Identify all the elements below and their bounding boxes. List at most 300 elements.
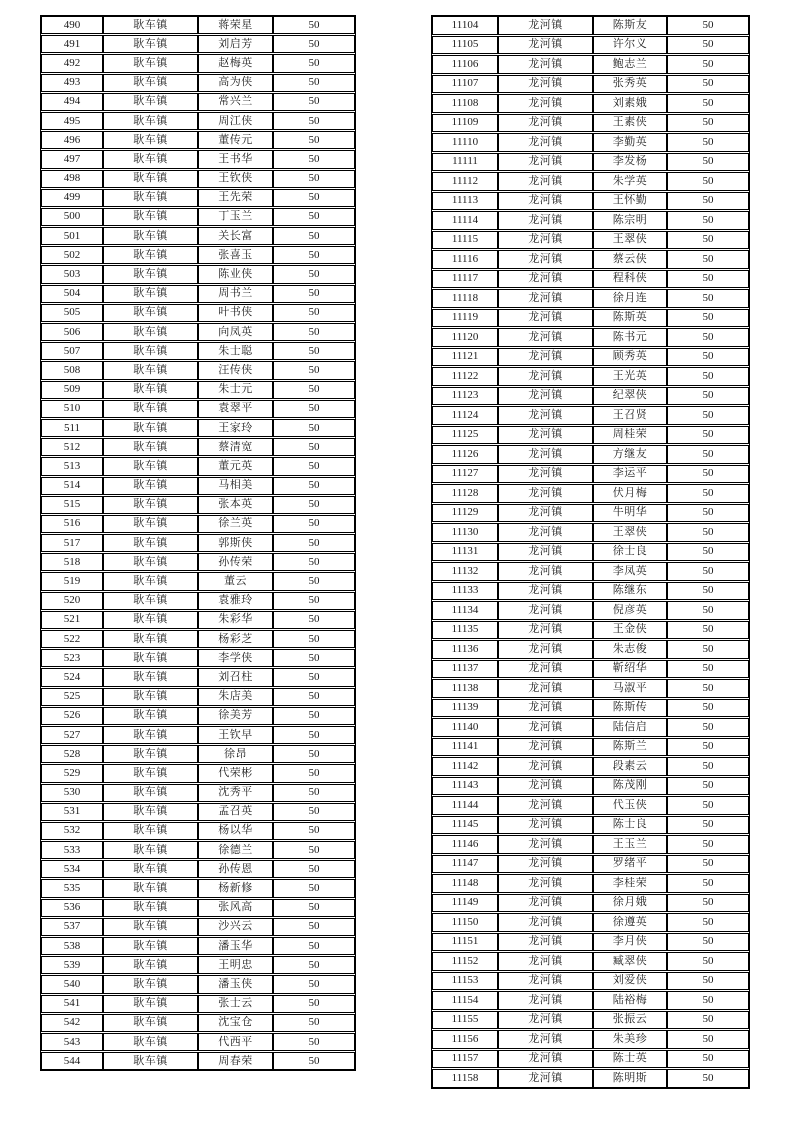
row-town-cell: 龙河镇 xyxy=(498,874,593,893)
row-id-cell: 11157 xyxy=(432,1050,498,1069)
row-id-cell: 523 xyxy=(41,649,103,667)
row-town-cell: 龙河镇 xyxy=(498,172,593,191)
row-town-cell: 耿车镇 xyxy=(103,592,198,610)
row-id-cell: 11138 xyxy=(432,679,498,698)
row-id-cell: 539 xyxy=(41,956,103,974)
row-name-cell: 陈斯英 xyxy=(593,309,667,328)
row-value-cell: 50 xyxy=(667,738,749,757)
table-row xyxy=(41,112,355,130)
table-row xyxy=(432,16,749,35)
table-row xyxy=(432,562,749,581)
row-name-cell: 倪彦英 xyxy=(593,601,667,620)
row-name-cell: 代玉侠 xyxy=(593,796,667,815)
table-row xyxy=(41,841,355,859)
row-name-cell: 汪传侠 xyxy=(198,361,273,379)
row-value-cell: 50 xyxy=(273,707,355,725)
row-town-cell: 龙河镇 xyxy=(498,972,593,991)
row-town-cell: 龙河镇 xyxy=(498,309,593,328)
table-row xyxy=(432,484,749,503)
table-row xyxy=(432,55,749,74)
row-id-cell: 493 xyxy=(41,74,103,92)
row-name-cell: 刘召柱 xyxy=(198,668,273,686)
table-row xyxy=(432,835,749,854)
row-town-cell: 龙河镇 xyxy=(498,387,593,406)
table-row xyxy=(432,504,749,523)
row-value-cell: 50 xyxy=(667,1050,749,1069)
row-name-cell: 徐德兰 xyxy=(198,841,273,859)
row-town-cell: 耿车镇 xyxy=(103,918,198,936)
row-name-cell: 陈书元 xyxy=(593,328,667,347)
row-id-cell: 11139 xyxy=(432,699,498,718)
roster-table-left xyxy=(40,15,356,1071)
row-id-cell: 11144 xyxy=(432,796,498,815)
row-value-cell: 50 xyxy=(667,367,749,386)
row-name-cell: 马相美 xyxy=(198,477,273,495)
table-row xyxy=(41,131,355,149)
table-row xyxy=(41,16,355,34)
row-name-cell: 孟召英 xyxy=(198,803,273,821)
row-id-cell: 541 xyxy=(41,995,103,1013)
row-town-cell: 耿车镇 xyxy=(103,381,198,399)
table-row xyxy=(432,777,749,796)
row-name-cell: 陈茂刚 xyxy=(593,777,667,796)
row-town-cell: 耿车镇 xyxy=(103,54,198,72)
row-id-cell: 490 xyxy=(41,16,103,34)
row-name-cell: 张秀英 xyxy=(593,75,667,94)
row-id-cell: 11158 xyxy=(432,1069,498,1088)
row-town-cell: 耿车镇 xyxy=(103,35,198,53)
row-town-cell: 龙河镇 xyxy=(498,640,593,659)
row-name-cell: 王书华 xyxy=(198,150,273,168)
table-row xyxy=(432,738,749,757)
table-row xyxy=(41,35,355,53)
row-id-cell: 506 xyxy=(41,323,103,341)
row-id-cell: 535 xyxy=(41,879,103,897)
row-town-cell: 耿车镇 xyxy=(103,572,198,590)
row-id-cell: 533 xyxy=(41,841,103,859)
table-row xyxy=(41,918,355,936)
row-town-cell: 龙河镇 xyxy=(498,231,593,250)
row-name-cell: 丁玉兰 xyxy=(198,208,273,226)
row-town-cell: 耿车镇 xyxy=(103,227,198,245)
row-value-cell: 50 xyxy=(667,270,749,289)
row-value-cell: 50 xyxy=(667,640,749,659)
row-town-cell: 耿车镇 xyxy=(103,879,198,897)
row-id-cell: 531 xyxy=(41,803,103,821)
table-row xyxy=(432,192,749,211)
row-name-cell: 王钦侠 xyxy=(198,170,273,188)
row-name-cell: 陈士良 xyxy=(593,816,667,835)
row-value-cell: 50 xyxy=(273,361,355,379)
row-town-cell: 耿车镇 xyxy=(103,534,198,552)
row-id-cell: 518 xyxy=(41,553,103,571)
row-town-cell: 耿车镇 xyxy=(103,899,198,917)
row-name-cell: 牛明华 xyxy=(593,504,667,523)
row-value-cell: 50 xyxy=(273,150,355,168)
row-value-cell: 50 xyxy=(667,757,749,776)
row-value-cell: 50 xyxy=(667,36,749,55)
table-row xyxy=(432,309,749,328)
row-town-cell: 龙河镇 xyxy=(498,114,593,133)
row-value-cell: 50 xyxy=(667,484,749,503)
row-id-cell: 11135 xyxy=(432,621,498,640)
table-row xyxy=(432,270,749,289)
row-id-cell: 526 xyxy=(41,707,103,725)
row-id-cell: 11108 xyxy=(432,94,498,113)
row-id-cell: 11133 xyxy=(432,582,498,601)
row-value-cell: 50 xyxy=(667,796,749,815)
row-town-cell: 耿车镇 xyxy=(103,553,198,571)
table-row xyxy=(41,438,355,456)
row-id-cell: 11150 xyxy=(432,913,498,932)
row-town-cell: 耿车镇 xyxy=(103,1014,198,1032)
row-town-cell: 耿车镇 xyxy=(103,150,198,168)
row-town-cell: 龙河镇 xyxy=(498,777,593,796)
row-town-cell: 龙河镇 xyxy=(498,465,593,484)
table-row xyxy=(432,601,749,620)
row-name-cell: 周书兰 xyxy=(198,285,273,303)
row-id-cell: 525 xyxy=(41,688,103,706)
row-id-cell: 537 xyxy=(41,918,103,936)
row-id-cell: 11151 xyxy=(432,933,498,952)
table-row xyxy=(432,679,749,698)
row-town-cell: 耿车镇 xyxy=(103,995,198,1013)
row-value-cell: 50 xyxy=(667,211,749,230)
table-row xyxy=(41,860,355,878)
row-name-cell: 向凤英 xyxy=(198,323,273,341)
row-value-cell: 50 xyxy=(273,74,355,92)
row-value-cell: 50 xyxy=(273,457,355,475)
table-row xyxy=(41,477,355,495)
row-id-cell: 11125 xyxy=(432,426,498,445)
row-id-cell: 11114 xyxy=(432,211,498,230)
row-name-cell: 刘爱侠 xyxy=(593,972,667,991)
table-row xyxy=(41,208,355,226)
row-value-cell: 50 xyxy=(667,94,749,113)
row-town-cell: 耿车镇 xyxy=(103,285,198,303)
row-id-cell: 11106 xyxy=(432,55,498,74)
row-id-cell: 11137 xyxy=(432,660,498,679)
table-row xyxy=(432,231,749,250)
row-value-cell: 50 xyxy=(667,913,749,932)
row-name-cell: 董元英 xyxy=(198,457,273,475)
row-town-cell: 龙河镇 xyxy=(498,894,593,913)
row-id-cell: 11113 xyxy=(432,192,498,211)
row-value-cell: 50 xyxy=(667,16,749,35)
row-value-cell: 50 xyxy=(273,35,355,53)
row-id-cell: 11148 xyxy=(432,874,498,893)
row-town-cell: 耿车镇 xyxy=(103,649,198,667)
row-town-cell: 耿车镇 xyxy=(103,131,198,149)
row-town-cell: 龙河镇 xyxy=(498,348,593,367)
row-value-cell: 50 xyxy=(273,592,355,610)
row-id-cell: 510 xyxy=(41,400,103,418)
row-id-cell: 501 xyxy=(41,227,103,245)
row-id-cell: 11146 xyxy=(432,835,498,854)
row-value-cell: 50 xyxy=(273,553,355,571)
row-name-cell: 罗绪平 xyxy=(593,855,667,874)
row-value-cell: 50 xyxy=(273,630,355,648)
row-value-cell: 50 xyxy=(273,400,355,418)
row-value-cell: 50 xyxy=(273,54,355,72)
row-value-cell: 50 xyxy=(273,1014,355,1032)
row-town-cell: 耿车镇 xyxy=(103,975,198,993)
row-id-cell: 11129 xyxy=(432,504,498,523)
table-row xyxy=(432,1030,749,1049)
row-town-cell: 耿车镇 xyxy=(103,400,198,418)
row-id-cell: 504 xyxy=(41,285,103,303)
row-value-cell: 50 xyxy=(273,477,355,495)
row-id-cell: 11142 xyxy=(432,757,498,776)
row-id-cell: 11131 xyxy=(432,543,498,562)
row-id-cell: 530 xyxy=(41,784,103,802)
row-id-cell: 11127 xyxy=(432,465,498,484)
row-value-cell: 50 xyxy=(667,328,749,347)
row-value-cell: 50 xyxy=(273,419,355,437)
row-value-cell: 50 xyxy=(273,956,355,974)
row-town-cell: 龙河镇 xyxy=(498,426,593,445)
row-value-cell: 50 xyxy=(273,1033,355,1051)
row-name-cell: 蔡云侠 xyxy=(593,250,667,269)
row-value-cell: 50 xyxy=(273,131,355,149)
row-value-cell: 50 xyxy=(667,543,749,562)
table-row xyxy=(41,74,355,92)
table-row xyxy=(41,803,355,821)
row-value-cell: 50 xyxy=(667,699,749,718)
table-row xyxy=(432,211,749,230)
row-id-cell: 11128 xyxy=(432,484,498,503)
table-row xyxy=(41,304,355,322)
row-value-cell: 50 xyxy=(667,952,749,971)
table-row xyxy=(41,592,355,610)
row-value-cell: 50 xyxy=(273,611,355,629)
row-value-cell: 50 xyxy=(667,660,749,679)
row-name-cell: 陈士英 xyxy=(593,1050,667,1069)
row-value-cell: 50 xyxy=(667,679,749,698)
row-id-cell: 11123 xyxy=(432,387,498,406)
row-name-cell: 杨新修 xyxy=(198,879,273,897)
row-id-cell: 498 xyxy=(41,170,103,188)
row-id-cell: 538 xyxy=(41,937,103,955)
row-value-cell: 50 xyxy=(273,995,355,1013)
table-row xyxy=(432,426,749,445)
row-name-cell: 王翠侠 xyxy=(593,523,667,542)
table-row xyxy=(41,342,355,360)
table-row xyxy=(432,933,749,952)
row-name-cell: 董云 xyxy=(198,572,273,590)
table-row xyxy=(41,361,355,379)
table-row xyxy=(41,227,355,245)
table-row xyxy=(41,265,355,283)
row-name-cell: 王素侠 xyxy=(593,114,667,133)
table-row xyxy=(432,289,749,308)
row-name-cell: 方继友 xyxy=(593,445,667,464)
row-name-cell: 代西平 xyxy=(198,1033,273,1051)
row-name-cell: 周春荣 xyxy=(198,1052,273,1070)
table-row xyxy=(432,991,749,1010)
table-row xyxy=(41,707,355,725)
row-id-cell: 11116 xyxy=(432,250,498,269)
row-town-cell: 耿车镇 xyxy=(103,630,198,648)
row-id-cell: 492 xyxy=(41,54,103,72)
table-row xyxy=(432,1069,749,1088)
row-id-cell: 514 xyxy=(41,477,103,495)
row-town-cell: 耿车镇 xyxy=(103,304,198,322)
table-row xyxy=(41,189,355,207)
row-town-cell: 龙河镇 xyxy=(498,367,593,386)
row-name-cell: 张士云 xyxy=(198,995,273,1013)
row-name-cell: 潘玉华 xyxy=(198,937,273,955)
row-value-cell: 50 xyxy=(273,438,355,456)
row-town-cell: 龙河镇 xyxy=(498,855,593,874)
row-town-cell: 耿车镇 xyxy=(103,323,198,341)
row-name-cell: 刘素娥 xyxy=(593,94,667,113)
table-row xyxy=(432,36,749,55)
row-value-cell: 50 xyxy=(667,250,749,269)
table-row xyxy=(432,387,749,406)
row-id-cell: 11118 xyxy=(432,289,498,308)
row-id-cell: 503 xyxy=(41,265,103,283)
row-town-cell: 耿车镇 xyxy=(103,611,198,629)
row-id-cell: 494 xyxy=(41,93,103,111)
row-town-cell: 龙河镇 xyxy=(498,1069,593,1088)
table-row xyxy=(41,668,355,686)
row-town-cell: 龙河镇 xyxy=(498,75,593,94)
row-name-cell: 张本英 xyxy=(198,496,273,514)
row-id-cell: 491 xyxy=(41,35,103,53)
row-town-cell: 龙河镇 xyxy=(498,913,593,932)
row-id-cell: 11115 xyxy=(432,231,498,250)
row-id-cell: 509 xyxy=(41,381,103,399)
row-town-cell: 龙河镇 xyxy=(498,1030,593,1049)
table-row xyxy=(432,796,749,815)
table-row xyxy=(41,54,355,72)
row-value-cell: 50 xyxy=(667,75,749,94)
row-name-cell: 关长富 xyxy=(198,227,273,245)
row-town-cell: 龙河镇 xyxy=(498,816,593,835)
row-name-cell: 陈继东 xyxy=(593,582,667,601)
row-id-cell: 11156 xyxy=(432,1030,498,1049)
table-row xyxy=(432,972,749,991)
table-row xyxy=(41,572,355,590)
row-id-cell: 502 xyxy=(41,246,103,264)
roster-table-left-rows xyxy=(41,16,355,1070)
row-name-cell: 代荣彬 xyxy=(198,764,273,782)
row-value-cell: 50 xyxy=(273,784,355,802)
row-id-cell: 11105 xyxy=(432,36,498,55)
row-name-cell: 蔡清宽 xyxy=(198,438,273,456)
row-town-cell: 耿车镇 xyxy=(103,1033,198,1051)
row-value-cell: 50 xyxy=(667,1011,749,1030)
row-id-cell: 11153 xyxy=(432,972,498,991)
row-id-cell: 11141 xyxy=(432,738,498,757)
table-row xyxy=(432,75,749,94)
row-name-cell: 王明忠 xyxy=(198,956,273,974)
row-name-cell: 朱士聪 xyxy=(198,342,273,360)
row-value-cell: 50 xyxy=(667,991,749,1010)
table-row xyxy=(432,757,749,776)
row-value-cell: 50 xyxy=(273,803,355,821)
row-value-cell: 50 xyxy=(273,572,355,590)
row-id-cell: 11107 xyxy=(432,75,498,94)
row-id-cell: 529 xyxy=(41,764,103,782)
row-name-cell: 朱学英 xyxy=(593,172,667,191)
row-town-cell: 耿车镇 xyxy=(103,112,198,130)
row-value-cell: 50 xyxy=(273,93,355,111)
row-name-cell: 叶书侠 xyxy=(198,304,273,322)
table-row xyxy=(432,465,749,484)
row-value-cell: 50 xyxy=(667,153,749,172)
row-value-cell: 50 xyxy=(273,16,355,34)
row-id-cell: 11121 xyxy=(432,348,498,367)
row-value-cell: 50 xyxy=(273,381,355,399)
row-value-cell: 50 xyxy=(273,860,355,878)
row-name-cell: 周江侠 xyxy=(198,112,273,130)
row-id-cell: 521 xyxy=(41,611,103,629)
row-value-cell: 50 xyxy=(273,534,355,552)
row-town-cell: 龙河镇 xyxy=(498,796,593,815)
row-town-cell: 龙河镇 xyxy=(498,94,593,113)
row-id-cell: 516 xyxy=(41,515,103,533)
table-row xyxy=(432,874,749,893)
row-name-cell: 陈斯友 xyxy=(593,16,667,35)
row-name-cell: 王召贤 xyxy=(593,406,667,425)
row-value-cell: 50 xyxy=(667,231,749,250)
row-name-cell: 朱店美 xyxy=(198,688,273,706)
row-value-cell: 50 xyxy=(273,189,355,207)
row-value-cell: 50 xyxy=(273,496,355,514)
row-name-cell: 张喜玉 xyxy=(198,246,273,264)
row-town-cell: 耿车镇 xyxy=(103,726,198,744)
row-id-cell: 496 xyxy=(41,131,103,149)
row-value-cell: 50 xyxy=(273,975,355,993)
row-name-cell: 徐士良 xyxy=(593,543,667,562)
row-value-cell: 50 xyxy=(667,523,749,542)
table-row xyxy=(432,1050,749,1069)
row-value-cell: 50 xyxy=(273,937,355,955)
row-town-cell: 耿车镇 xyxy=(103,1052,198,1070)
row-id-cell: 513 xyxy=(41,457,103,475)
row-town-cell: 龙河镇 xyxy=(498,679,593,698)
row-name-cell: 赵梅英 xyxy=(198,54,273,72)
row-town-cell: 耿车镇 xyxy=(103,170,198,188)
table-row xyxy=(41,419,355,437)
row-id-cell: 11117 xyxy=(432,270,498,289)
row-id-cell: 507 xyxy=(41,342,103,360)
row-value-cell: 50 xyxy=(273,1052,355,1070)
row-id-cell: 11145 xyxy=(432,816,498,835)
row-value-cell: 50 xyxy=(667,816,749,835)
row-name-cell: 沈秀平 xyxy=(198,784,273,802)
row-id-cell: 11147 xyxy=(432,855,498,874)
row-name-cell: 朱彩华 xyxy=(198,611,273,629)
row-town-cell: 龙河镇 xyxy=(498,36,593,55)
row-name-cell: 李月侠 xyxy=(593,933,667,952)
row-town-cell: 耿车镇 xyxy=(103,342,198,360)
row-town-cell: 耿车镇 xyxy=(103,707,198,725)
row-id-cell: 543 xyxy=(41,1033,103,1051)
table-row xyxy=(432,348,749,367)
table-row xyxy=(432,543,749,562)
row-id-cell: 11130 xyxy=(432,523,498,542)
row-id-cell: 534 xyxy=(41,860,103,878)
row-town-cell: 龙河镇 xyxy=(498,16,593,35)
row-name-cell: 王钦早 xyxy=(198,726,273,744)
table-row xyxy=(41,285,355,303)
row-town-cell: 龙河镇 xyxy=(498,757,593,776)
row-value-cell: 50 xyxy=(667,874,749,893)
table-row xyxy=(41,784,355,802)
